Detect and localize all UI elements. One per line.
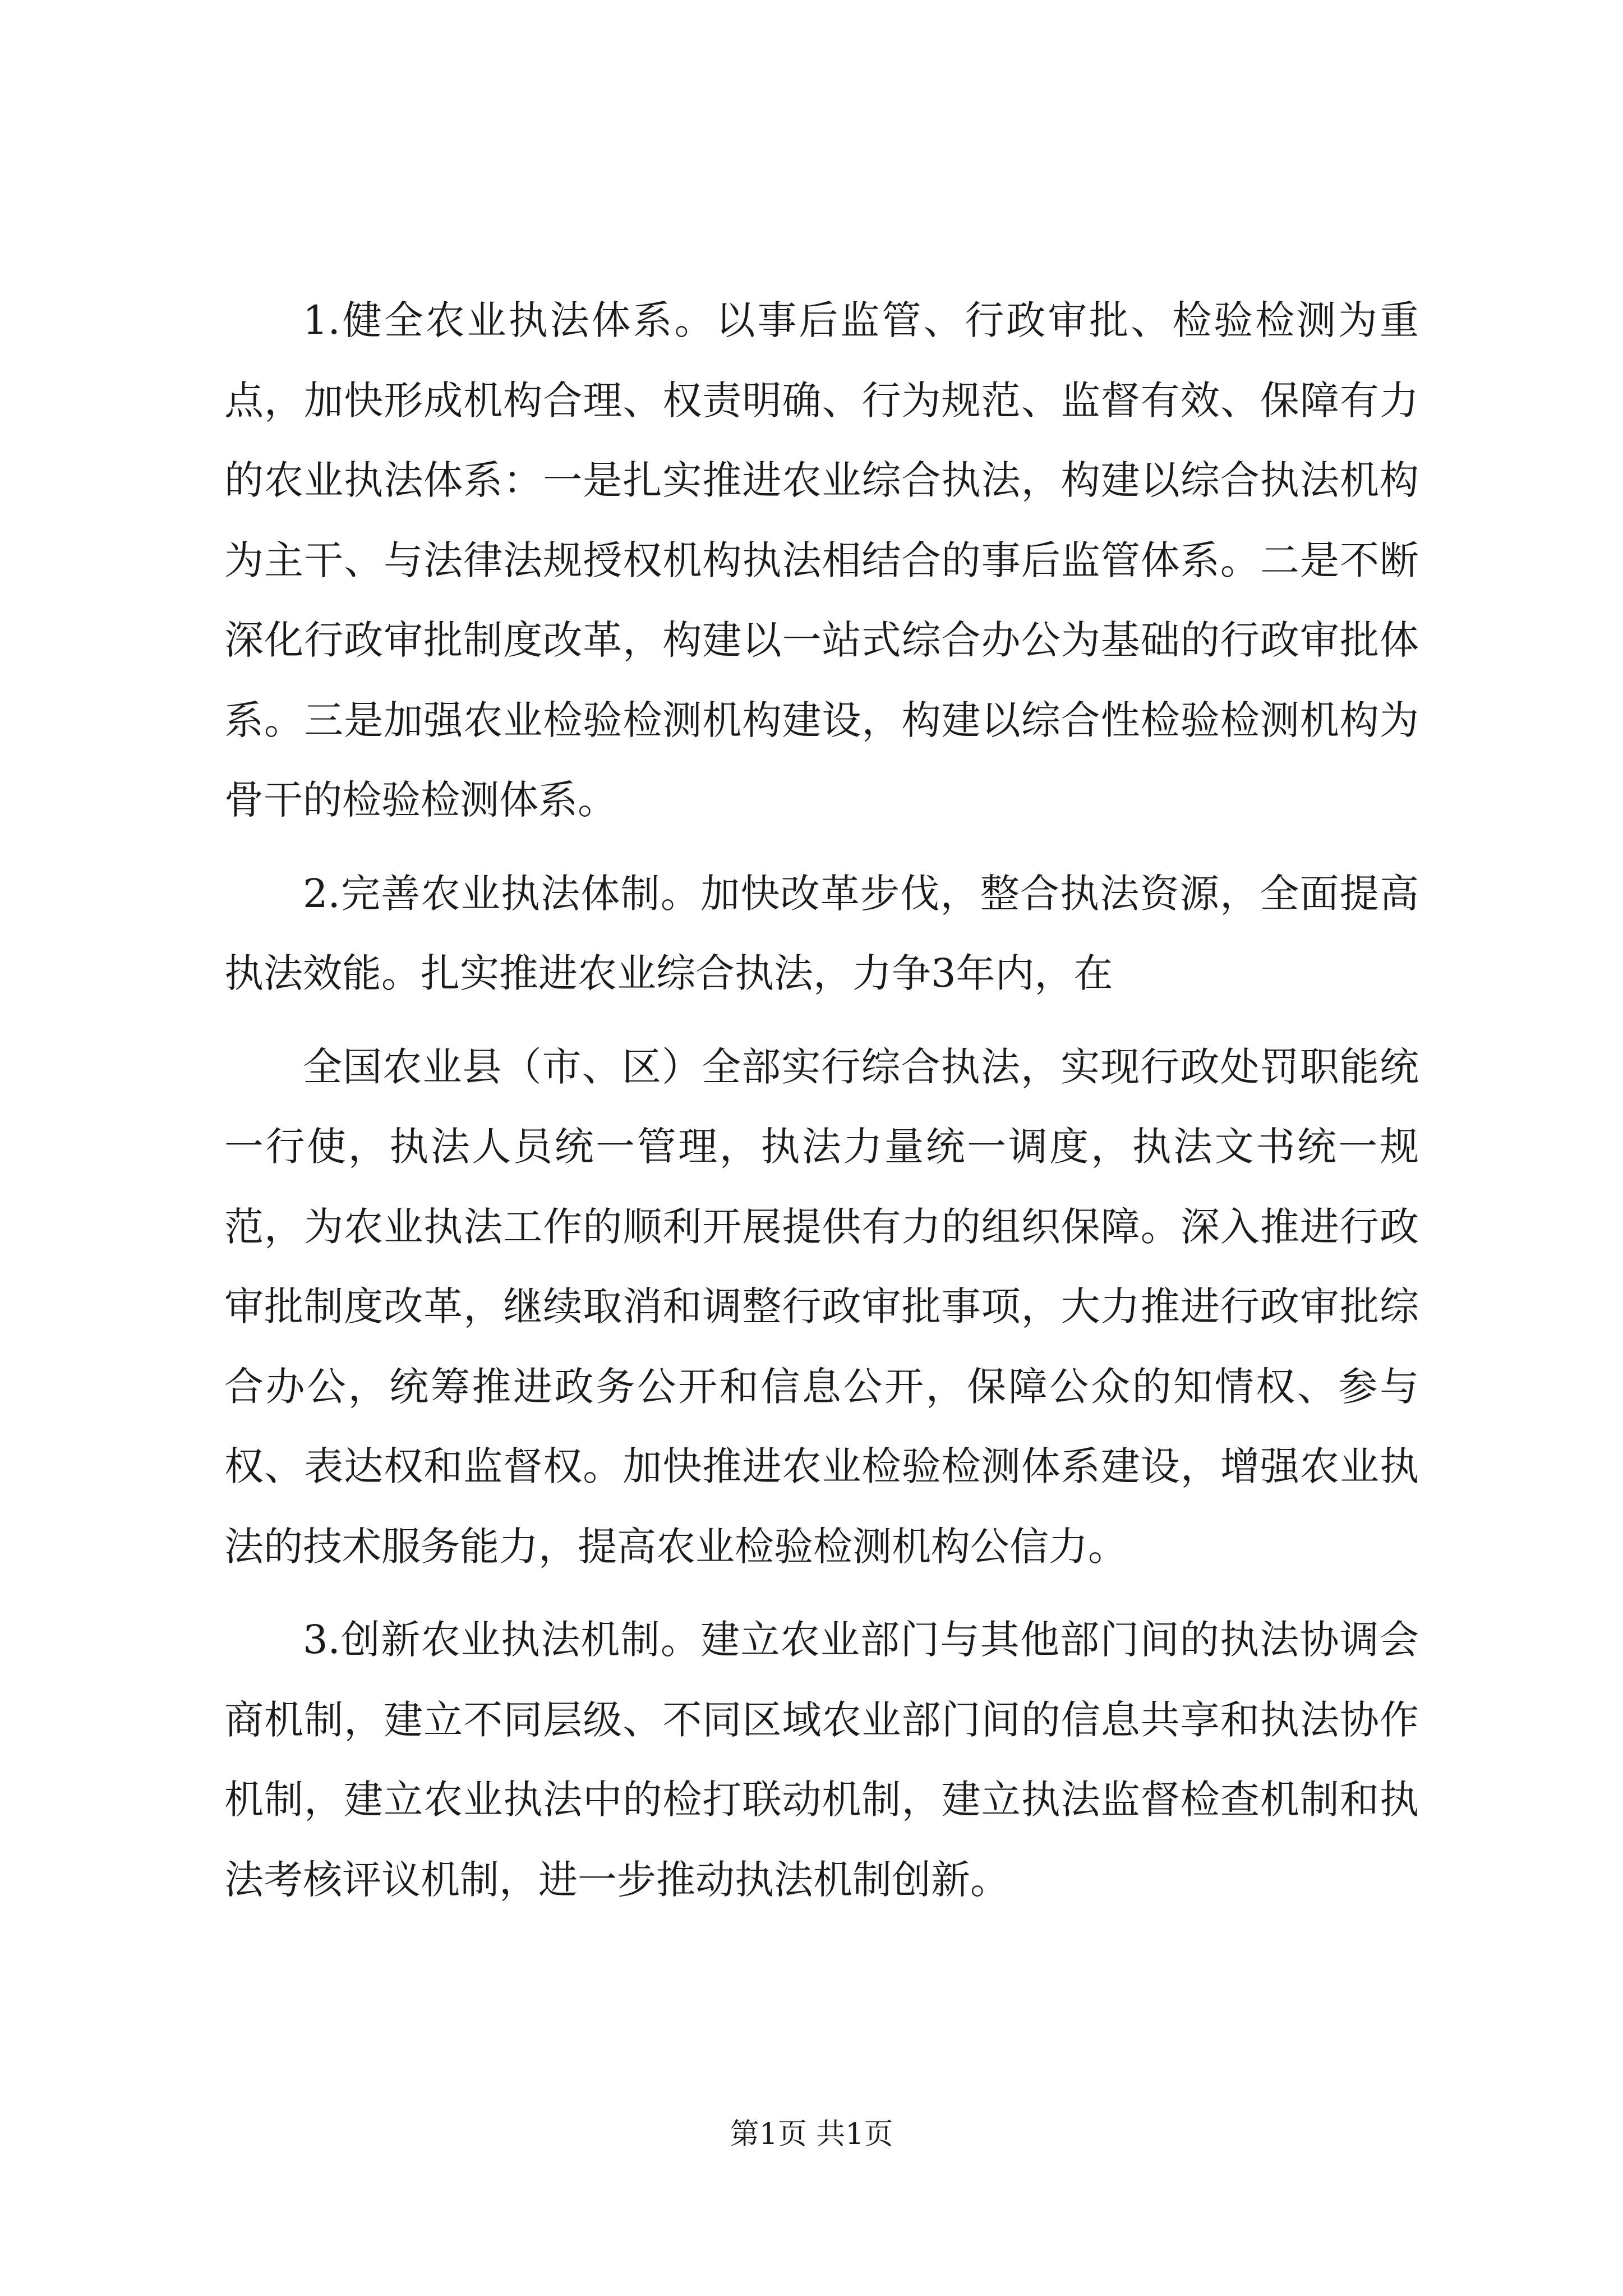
paragraph-4: 3.创新农业执法机制。建立农业部门与其他部门间的执法协调会商机制，建立不同层级、不同区域农业部门间的信息共享和执法协作机制，建立农业执法中的检打联动机制，建立执法监督检查机制和执法考核评议机制，进一步推动执法机制创新。	[224, 1617, 1419, 1903]
page-number-footer: 第1页 共1页	[730, 2118, 893, 2151]
document-body	[224, 280, 1419, 1920]
paragraph-2: 2.完善农业执法体制。加快改革步伐，整合执法资源，全面提高执法效能。扎实推进农业综合执法，力争3年内，在	[224, 870, 1419, 996]
paragraph-1: 1.健全农业执法体系。以事后监管、行政审批、检验检测为重点，加快形成机构合理、权责明确、行为规范、监督有效、保障有力的农业执法体系：一是扎实推进农业综合执法，构建以综合执法机构为主干、与法律法规授权机构执法相结合的事后监管体系。二是不断深化行政审批制度改革，构建以一站式综合办公为基础的行政审批体系。三是加强农业检验检测机构建设，构建以综合性检验检测机构为骨干的检验检测体系。	[224, 297, 1419, 823]
paragraph-3: 全国农业县（市、区）全部实行综合执法，实现行政处罚职能统一行使，执法人员统一管理，执法力量统一调度，执法文书统一规范，为农业执法工作的顺利开展提供有力的组织保障。深入推进行政审批制度改革，继续取消和调整行政审批事项，大力推进行政审批综合办公，统筹推进政务公开和信息公开，保障公众的知情权、参与权、表达权和监督权。加快推进农业检验检测体系建设，增强农业执法的技术服务能力，提高农业检验检测机构公信力。	[224, 1043, 1419, 1570]
